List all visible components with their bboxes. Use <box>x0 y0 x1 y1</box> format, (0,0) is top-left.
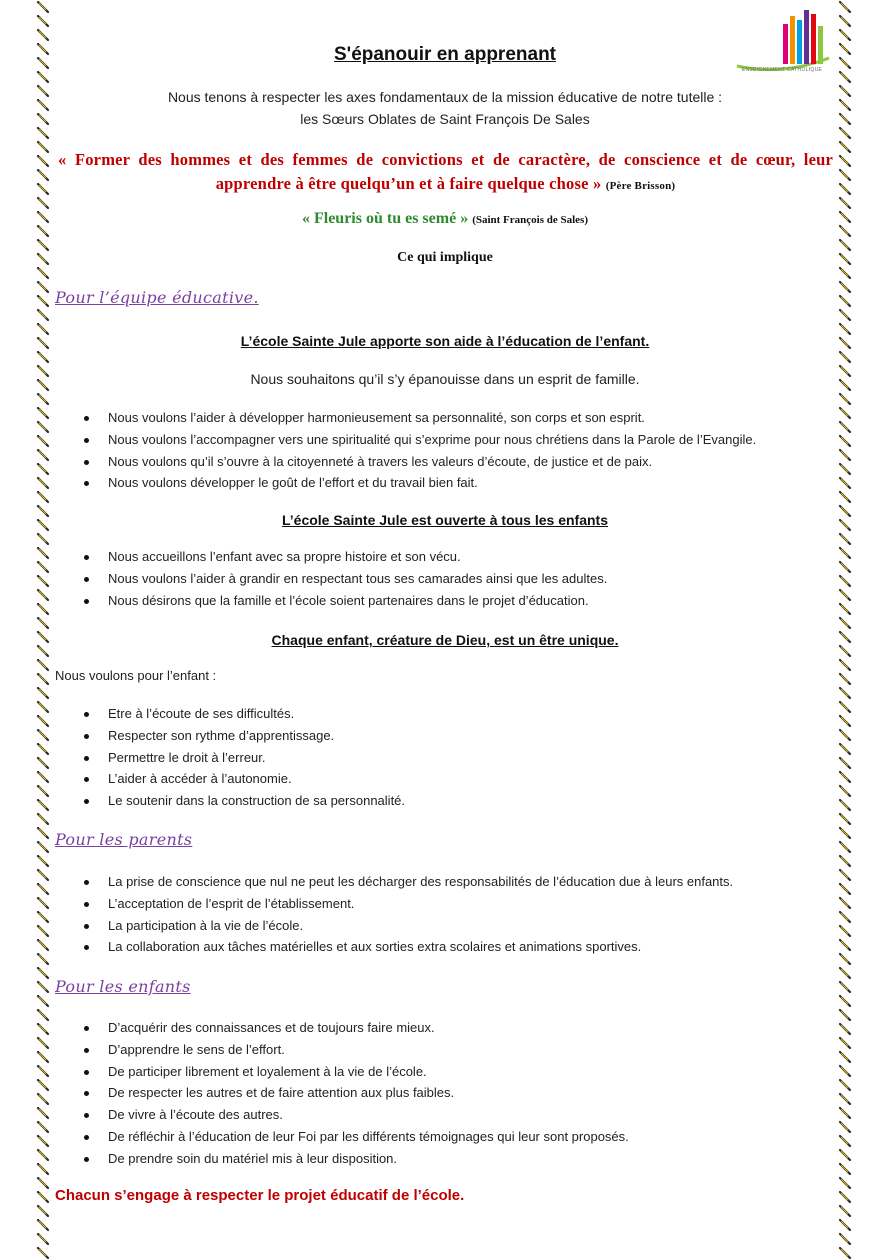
pencil-mark-icon <box>38 940 48 950</box>
pencil-mark-icon <box>38 16 48 26</box>
list-item: De respecter les autres et de faire attention aux plus faibles. <box>74 1082 629 1104</box>
pencil-mark-icon <box>840 1150 850 1160</box>
pencil-mark-icon <box>840 800 850 810</box>
pencil-mark-icon <box>38 436 48 446</box>
section-heading-parents: Pour les parents <box>55 830 193 849</box>
list-item: L’aider à accéder à l’autonomie. <box>74 768 405 790</box>
pencil-mark-icon <box>38 464 48 474</box>
pencil-mark-icon <box>38 2 48 12</box>
pencil-mark-icon <box>38 1108 48 1118</box>
pencil-mark-icon <box>38 72 48 82</box>
list-item: Nous voulons qu’il s’ouvre à la citoyenneté à travers les valeurs d’écoute, de justice et de paix. <box>74 451 756 473</box>
pencil-mark-icon <box>38 478 48 488</box>
pencil-mark-icon <box>840 16 850 26</box>
pencil-mark-icon <box>38 1220 48 1230</box>
pencil-mark-icon <box>840 898 850 908</box>
pencil-mark-icon <box>840 814 850 824</box>
brisson-quote <box>58 148 833 198</box>
section-heading-equipe-text: Pour l’équipe éducative <box>55 288 254 307</box>
pencil-mark-icon <box>840 282 850 292</box>
pencil-mark-icon <box>38 590 48 600</box>
pencil-mark-icon <box>840 2 850 12</box>
pencil-mark-icon <box>38 1052 48 1062</box>
pencil-mark-icon <box>840 72 850 82</box>
pencil-mark-icon <box>840 1192 850 1202</box>
pencil-mark-icon <box>38 296 48 306</box>
pencil-mark-icon <box>840 688 850 698</box>
pencil-mark-icon <box>840 982 850 992</box>
pencil-mark-icon <box>38 968 48 978</box>
pencil-mark-icon <box>840 478 850 488</box>
left-pencil-border <box>36 0 52 1259</box>
implique-heading: Ce qui implique <box>397 250 493 265</box>
pencil-mark-icon <box>840 310 850 320</box>
pencil-mark-icon <box>840 702 850 712</box>
pencil-mark-icon <box>38 422 48 432</box>
closing-statement: Chacun s’engage à respecter le projet éducatif de l’école. <box>55 1187 465 1204</box>
pencil-mark-icon <box>840 142 850 152</box>
pencil-mark-icon <box>840 1066 850 1076</box>
subheading-unique: Chaque enfant, créature de Dieu, est un être unique. <box>271 632 619 648</box>
pencil-mark-icon <box>38 758 48 768</box>
pencil-mark-icon <box>38 870 48 880</box>
pencil-mark-icon <box>38 828 48 838</box>
pencil-mark-icon <box>840 128 850 138</box>
brisson-quote-author: (Père Brisson) <box>605 180 676 192</box>
list-item: Nous accueillons l’enfant avec sa propre histoire et son vécu. <box>74 546 607 568</box>
pencil-mark-icon <box>38 198 48 208</box>
pencil-mark-icon <box>38 1150 48 1160</box>
list-item: La participation à la vie de l’école. <box>74 915 733 937</box>
pencil-mark-icon <box>38 898 48 908</box>
pencil-mark-icon <box>38 716 48 726</box>
pencil-mark-icon <box>38 352 48 362</box>
pencil-mark-icon <box>840 856 850 866</box>
right-pencil-border <box>838 0 854 1259</box>
pencil-mark-icon <box>840 590 850 600</box>
pencil-mark-icon <box>840 786 850 796</box>
pencil-mark-icon <box>38 1248 48 1258</box>
pencil-mark-icon <box>840 1010 850 1020</box>
pencil-mark-icon <box>38 814 48 824</box>
pencil-mark-icon <box>840 1206 850 1216</box>
list-item: D’acquérir des connaissances et de toujours faire mieux. <box>74 1017 629 1039</box>
pencil-mark-icon <box>38 1122 48 1132</box>
pencil-mark-icon <box>840 436 850 446</box>
pencil-mark-icon <box>840 534 850 544</box>
pencil-mark-icon <box>38 982 48 992</box>
list-item: D’apprendre le sens de l’effort. <box>74 1039 629 1061</box>
pencil-mark-icon <box>38 674 48 684</box>
pencil-mark-icon <box>840 1234 850 1244</box>
pencil-mark-icon <box>38 1094 48 1104</box>
subheading-ouverte: L’école Sainte Jule est ouverte à tous les enfants <box>281 512 608 528</box>
pencil-mark-icon <box>840 1248 850 1258</box>
section-heading-equipe <box>55 288 259 307</box>
pencil-mark-icon <box>38 1206 48 1216</box>
pencil-mark-icon <box>840 422 850 432</box>
pencil-mark-icon <box>38 1164 48 1174</box>
pencil-mark-icon <box>38 1080 48 1090</box>
pencil-mark-icon <box>38 1192 48 1202</box>
list-item: Nous voulons développer le goût de l’effort et du travail bien fait. <box>74 472 756 494</box>
equipe-list-3 <box>74 703 405 812</box>
pencil-mark-icon <box>840 660 850 670</box>
logo-caption: ENSEIGNEMENT CATHOLIQUE <box>741 67 823 73</box>
pencil-mark-icon <box>38 1136 48 1146</box>
pencil-mark-icon <box>840 352 850 362</box>
pencil-mark-icon <box>840 912 850 922</box>
list-item: De prendre soin du matériel mis à leur disposition. <box>74 1148 629 1170</box>
pencil-mark-icon <box>840 674 850 684</box>
pencil-mark-icon <box>840 716 850 726</box>
list-item: La prise de conscience que nul ne peut les décharger des responsabilités de l’éducation due à leurs enfants. <box>74 871 733 893</box>
pencil-mark-icon <box>38 1234 48 1244</box>
pencil-mark-icon <box>38 702 48 712</box>
pencil-mark-icon <box>840 240 850 250</box>
pencil-mark-icon <box>840 996 850 1006</box>
list-item: Permettre le droit à l’erreur. <box>74 747 405 769</box>
list-item: Nous voulons l’accompagner vers une spiritualité qui s’exprime pour nous chrétiens dans la Parole de l’Evangile. <box>74 429 756 451</box>
intro-line-1: Nous tenons à respecter les axes fondamentaux de la mission éducative de notre tutelle : <box>167 89 723 105</box>
pencil-mark-icon <box>840 562 850 572</box>
pencil-mark-icon <box>840 576 850 586</box>
pencil-mark-icon <box>38 548 48 558</box>
francois-quote-author: (Saint François de Sales) <box>472 214 588 226</box>
equipe-list-1 <box>74 407 756 494</box>
pencil-mark-icon <box>840 30 850 40</box>
pencil-mark-icon <box>840 926 850 936</box>
section-heading-enfants: Pour les enfants <box>55 977 191 996</box>
pencil-mark-icon <box>840 1038 850 1048</box>
parents-list <box>74 871 733 958</box>
pencil-mark-icon <box>38 240 48 250</box>
pencil-mark-icon <box>38 282 48 292</box>
enfants-list <box>74 1017 629 1170</box>
brisson-quote-text: « Former des hommes et des femmes de convictions et de caractère, de conscience et de cœur, leur apprendre à être quelqu’un et à faire quelque chose » <box>58 150 833 193</box>
pencil-mark-icon <box>840 870 850 880</box>
pencil-mark-icon <box>38 660 48 670</box>
pencil-mark-icon <box>840 268 850 278</box>
intro-line-2: les Sœurs Oblates de Saint François De Sales <box>300 111 590 127</box>
pencil-mark-icon <box>38 772 48 782</box>
list-item: Le soutenir dans la construction de sa personnalité. <box>74 790 405 812</box>
list-item: L’acceptation de l’esprit de l’établissement. <box>74 893 733 915</box>
equipe-list-2 <box>74 546 607 611</box>
pencil-mark-icon <box>38 1066 48 1076</box>
pencil-mark-icon <box>840 772 850 782</box>
pencil-mark-icon <box>38 534 48 544</box>
pencil-mark-icon <box>840 744 850 754</box>
pencil-mark-icon <box>840 1108 850 1118</box>
pencil-mark-icon <box>840 1024 850 1034</box>
section-heading-equipe-suffix: . <box>253 288 259 307</box>
pencil-mark-icon <box>840 954 850 964</box>
francois-quote-text: « Fleuris où tu es semé » <box>301 210 469 227</box>
list-item: Nous désirons que la famille et l’école soient partenaires dans le projet d’éducation. <box>74 590 607 612</box>
pencil-mark-icon <box>38 842 48 852</box>
pencil-mark-icon <box>840 1094 850 1104</box>
pencil-mark-icon <box>840 828 850 838</box>
pencil-mark-icon <box>840 184 850 194</box>
pencil-mark-icon <box>38 856 48 866</box>
pencil-mark-icon <box>38 156 48 166</box>
pencil-mark-icon <box>38 310 48 320</box>
pencil-mark-icon <box>38 142 48 152</box>
pencil-mark-icon <box>38 1010 48 1020</box>
pencil-mark-icon <box>38 1024 48 1034</box>
pencil-mark-icon <box>840 1080 850 1090</box>
pencil-mark-icon <box>840 170 850 180</box>
pencil-mark-icon <box>840 156 850 166</box>
pencil-mark-icon <box>38 618 48 628</box>
pencil-mark-icon <box>38 688 48 698</box>
pencil-mark-icon <box>38 1038 48 1048</box>
famille-line: Nous souhaitons qu’il s’y épanouisse dans un esprit de famille. <box>250 371 640 387</box>
pencil-mark-icon <box>840 1052 850 1062</box>
pencil-mark-icon <box>38 30 48 40</box>
pencil-mark-icon <box>840 940 850 950</box>
list-item: Nous voulons l’aider à développer harmonieusement sa personnalité, son corps et son esprit. <box>74 407 756 429</box>
pencil-mark-icon <box>38 128 48 138</box>
pencil-mark-icon <box>840 1136 850 1146</box>
pencil-mark-icon <box>38 744 48 754</box>
pencil-mark-icon <box>38 1178 48 1188</box>
pencil-mark-icon <box>38 730 48 740</box>
list-item: Respecter son rythme d’apprentissage. <box>74 725 405 747</box>
pencil-mark-icon <box>840 618 850 628</box>
pencil-mark-icon <box>38 450 48 460</box>
pencil-mark-icon <box>840 968 850 978</box>
pencil-mark-icon <box>840 464 850 474</box>
pencil-mark-icon <box>38 954 48 964</box>
list-item: Etre à l’écoute de ses difficultés. <box>74 703 405 725</box>
pencil-mark-icon <box>38 170 48 180</box>
pencil-mark-icon <box>840 884 850 894</box>
pencil-mark-icon <box>840 758 850 768</box>
list-item: De participer librement et loyalement à la vie de l’école. <box>74 1061 629 1083</box>
pencil-mark-icon <box>840 548 850 558</box>
pencil-mark-icon <box>38 268 48 278</box>
pencil-mark-icon <box>38 576 48 586</box>
pencil-mark-icon <box>38 884 48 894</box>
pencil-mark-icon <box>38 996 48 1006</box>
pencil-mark-icon <box>840 492 850 502</box>
pencil-mark-icon <box>840 842 850 852</box>
pencil-mark-icon <box>840 604 850 614</box>
pencil-mark-icon <box>38 394 48 404</box>
pencil-mark-icon <box>38 492 48 502</box>
page-title: S'épanouir en apprenant <box>334 44 556 65</box>
francois-quote <box>0 210 890 228</box>
pencil-mark-icon <box>38 926 48 936</box>
pencil-mark-icon <box>840 1178 850 1188</box>
pencil-mark-icon <box>38 184 48 194</box>
pencil-mark-icon <box>38 800 48 810</box>
pencil-mark-icon <box>38 604 48 614</box>
list-item: De vivre à l’écoute des autres. <box>74 1104 629 1126</box>
list-item: La collaboration aux tâches matérielles et aux sorties extra scolaires et animations sportives. <box>74 936 733 958</box>
pencil-mark-icon <box>840 1220 850 1230</box>
pencil-mark-icon <box>840 450 850 460</box>
list-item: De réfléchir à l’éducation de leur Foi par les différents témoignages qui leur sont proposés. <box>74 1126 629 1148</box>
pencil-mark-icon <box>840 408 850 418</box>
pencil-mark-icon <box>840 730 850 740</box>
pencil-mark-icon <box>38 562 48 572</box>
pencil-mark-icon <box>840 198 850 208</box>
pencil-mark-icon <box>38 408 48 418</box>
pencil-mark-icon <box>38 912 48 922</box>
pencil-mark-icon <box>38 786 48 796</box>
pencil-mark-icon <box>840 1122 850 1132</box>
pour-enfant-line: Nous voulons pour l’enfant : <box>55 668 217 683</box>
subheading-aide: L’école Sainte Jule apporte son aide à l’éducation de l’enfant. <box>240 333 650 349</box>
pencil-mark-icon <box>840 1164 850 1174</box>
pencil-mark-icon <box>840 394 850 404</box>
pencil-mark-icon <box>840 296 850 306</box>
list-item: Nous voulons l’aider à grandir en respectant tous ses camarades ainsi que les adultes. <box>74 568 607 590</box>
